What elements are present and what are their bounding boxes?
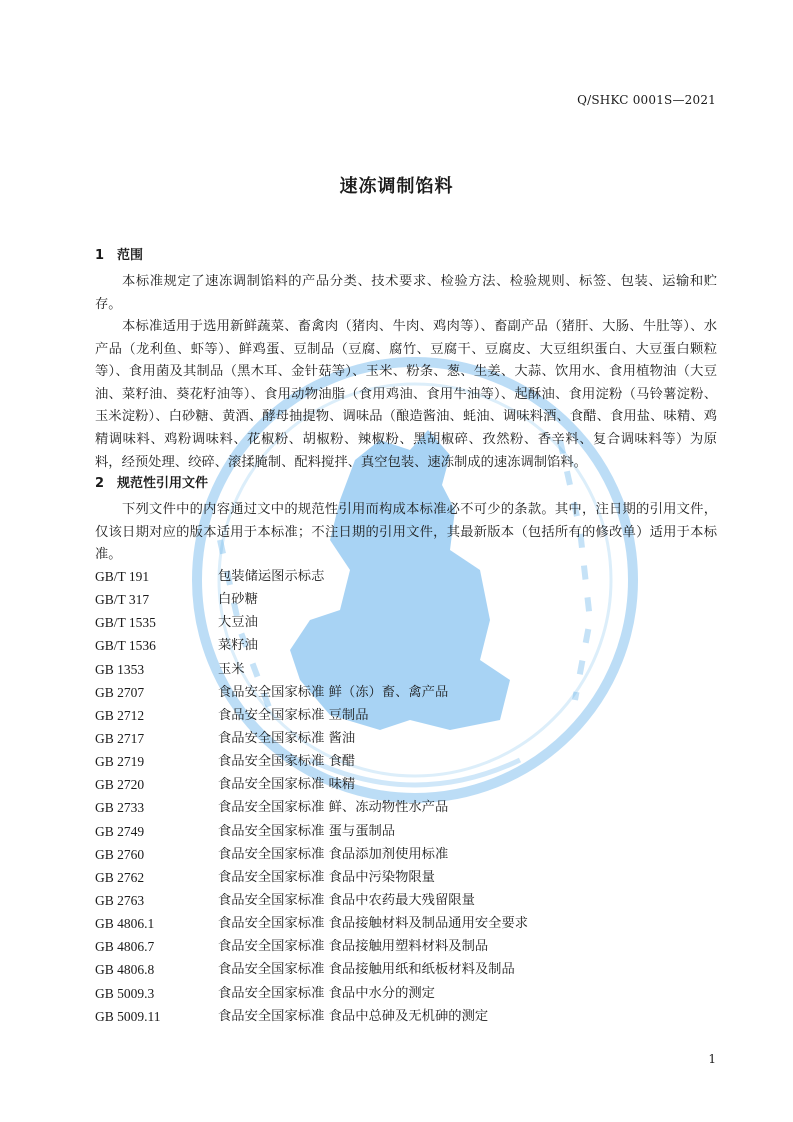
section-title: 范围 bbox=[117, 248, 144, 263]
reference-code: GB 1353 bbox=[95, 661, 145, 677]
reference-title: 食品安全国家标准 味精 bbox=[218, 777, 356, 793]
reference-title: 食品安全国家标准 食品中总砷及无机砷的测定 bbox=[218, 1008, 489, 1024]
reference-title: 大豆油 bbox=[218, 615, 258, 631]
reference-item bbox=[95, 889, 715, 912]
reference-title: 菜籽油 bbox=[218, 638, 258, 654]
section-heading-references bbox=[95, 472, 208, 491]
reference-code: GB 4806.8 bbox=[95, 962, 155, 978]
reference-title: 食品安全国家标准 食品接触材料及制品通用安全要求 bbox=[218, 916, 529, 932]
reference-code: GB 5009.3 bbox=[95, 985, 155, 1001]
section-title: 规范性引用文件 bbox=[117, 476, 209, 491]
reference-title: 食品安全国家标准 鲜、冻动物性水产品 bbox=[218, 800, 449, 816]
reference-item bbox=[95, 982, 715, 1005]
reference-item bbox=[95, 565, 715, 588]
reference-code: GB/T 317 bbox=[95, 592, 150, 608]
section-number: 1 bbox=[95, 248, 105, 263]
reference-code: GB 2749 bbox=[95, 823, 145, 839]
section-heading-scope bbox=[95, 244, 143, 263]
references-intro-paragraph: 下列文件中的内容通过文中的规范性引用而构成本标准必不可少的条款。其中，注日期的引用文件，仅该日期对应的版本适用于本标准；不注日期的引用文件，其最新版本（包括所有的修改单）适用于本标准。 bbox=[95, 502, 717, 563]
reference-code: GB/T 1536 bbox=[95, 638, 156, 654]
reference-item bbox=[95, 773, 715, 796]
reference-item bbox=[95, 820, 715, 843]
reference-list bbox=[95, 565, 715, 1028]
reference-item bbox=[95, 634, 715, 657]
reference-title: 食品安全国家标准 鲜（冻）畜、禽产品 bbox=[218, 684, 449, 700]
reference-item bbox=[95, 611, 715, 634]
reference-item bbox=[95, 704, 715, 727]
reference-code: GB 2733 bbox=[95, 800, 145, 816]
reference-title: 食品安全国家标准 食品中农药最大残留限量 bbox=[218, 892, 475, 908]
scope-paragraph-2: 本标准适用于选用新鲜蔬菜、畜禽肉（猪肉、牛肉、鸡肉等）、畜副产品（猪肝、大肠、牛肚等）、水产品（龙利鱼、虾等）、鲜鸡蛋、豆制品（豆腐、腐竹、豆腐干、豆腐皮、大豆组织蛋白、大豆蛋白颗粒等）、食用菌及其制品（黑木耳、金针菇等）、玉米、粉条、葱、生姜、大蒜、饮用水、食用植物油（大豆油、菜籽油、葵花籽油等）、食用动物油脂（食用鸡油、食用牛油等）、起酥油、食用淀粉（马铃薯淀粉、玉米淀粉）、白砂糖、黄酒、酵母抽提物、调味品（酿造酱油、蚝油、调味料酒、食醋、食用盐、味精、鸡精调味料、鸡粉调味料、花椒粉、胡椒粉、辣椒粉、黑胡椒碎、孜然粉、香辛料、复合调味料等）为原料，经预处理、绞碎、滚揉腌制、配料搅拌、真空包装、速冻制成的速冻调制馅料。 bbox=[95, 319, 717, 470]
reference-code: GB/T 1535 bbox=[95, 615, 156, 631]
reference-code: GB/T 191 bbox=[95, 569, 150, 584]
reference-code: GB 4806.7 bbox=[95, 939, 155, 955]
reference-item bbox=[95, 935, 715, 958]
reference-title: 玉米 bbox=[218, 661, 245, 677]
scope-paragraph-1: 本标准规定了速冻调制馅料的产品分类、技术要求、检验方法、检验规则、标签、包装、运输和贮存。 bbox=[95, 274, 717, 312]
reference-title: 食品安全国家标准 食品中污染物限量 bbox=[218, 869, 435, 885]
reference-code: GB 2762 bbox=[95, 869, 145, 885]
reference-title: 食品安全国家标准 食品添加剂使用标准 bbox=[218, 846, 449, 862]
reference-item bbox=[95, 843, 715, 866]
reference-item bbox=[95, 588, 715, 611]
reference-item bbox=[95, 912, 715, 935]
reference-title: 食品安全国家标准 食品中水分的测定 bbox=[218, 985, 435, 1001]
reference-item bbox=[95, 750, 715, 773]
reference-title: 包装储运图示标志 bbox=[218, 569, 325, 584]
reference-code: GB 2719 bbox=[95, 754, 145, 770]
reference-item bbox=[95, 796, 715, 819]
reference-item bbox=[95, 958, 715, 981]
reference-title: 食品安全国家标准 食醋 bbox=[218, 754, 356, 770]
reference-item bbox=[95, 727, 715, 750]
reference-code: GB 2717 bbox=[95, 730, 145, 746]
reference-code: GB 2760 bbox=[95, 846, 145, 862]
document-title: 速冻调制馅料 bbox=[339, 176, 454, 197]
reference-code: GB 2763 bbox=[95, 892, 145, 908]
reference-title: 食品安全国家标准 食品接触用纸和纸板材料及制品 bbox=[218, 962, 515, 978]
standard-code: Q/SHKC 0001S—2021 bbox=[577, 93, 716, 107]
reference-item bbox=[95, 681, 715, 704]
reference-code: GB 2712 bbox=[95, 707, 145, 723]
reference-item bbox=[95, 866, 715, 889]
reference-title: 食品安全国家标准 蛋与蛋制品 bbox=[218, 823, 396, 839]
reference-item bbox=[95, 658, 715, 681]
reference-title: 食品安全国家标准 食品接触用塑料材料及制品 bbox=[218, 939, 489, 955]
reference-title: 食品安全国家标准 豆制品 bbox=[218, 707, 369, 723]
reference-code: GB 4806.1 bbox=[95, 916, 155, 932]
reference-code: GB 2707 bbox=[95, 684, 145, 700]
reference-title: 白砂糖 bbox=[218, 592, 258, 608]
reference-title: 食品安全国家标准 酱油 bbox=[218, 730, 356, 746]
page-number: 1 bbox=[708, 1052, 716, 1066]
reference-code: GB 5009.11 bbox=[95, 1008, 161, 1024]
section-number: 2 bbox=[95, 476, 105, 491]
reference-code: GB 2720 bbox=[95, 777, 145, 793]
reference-item bbox=[95, 1005, 715, 1028]
